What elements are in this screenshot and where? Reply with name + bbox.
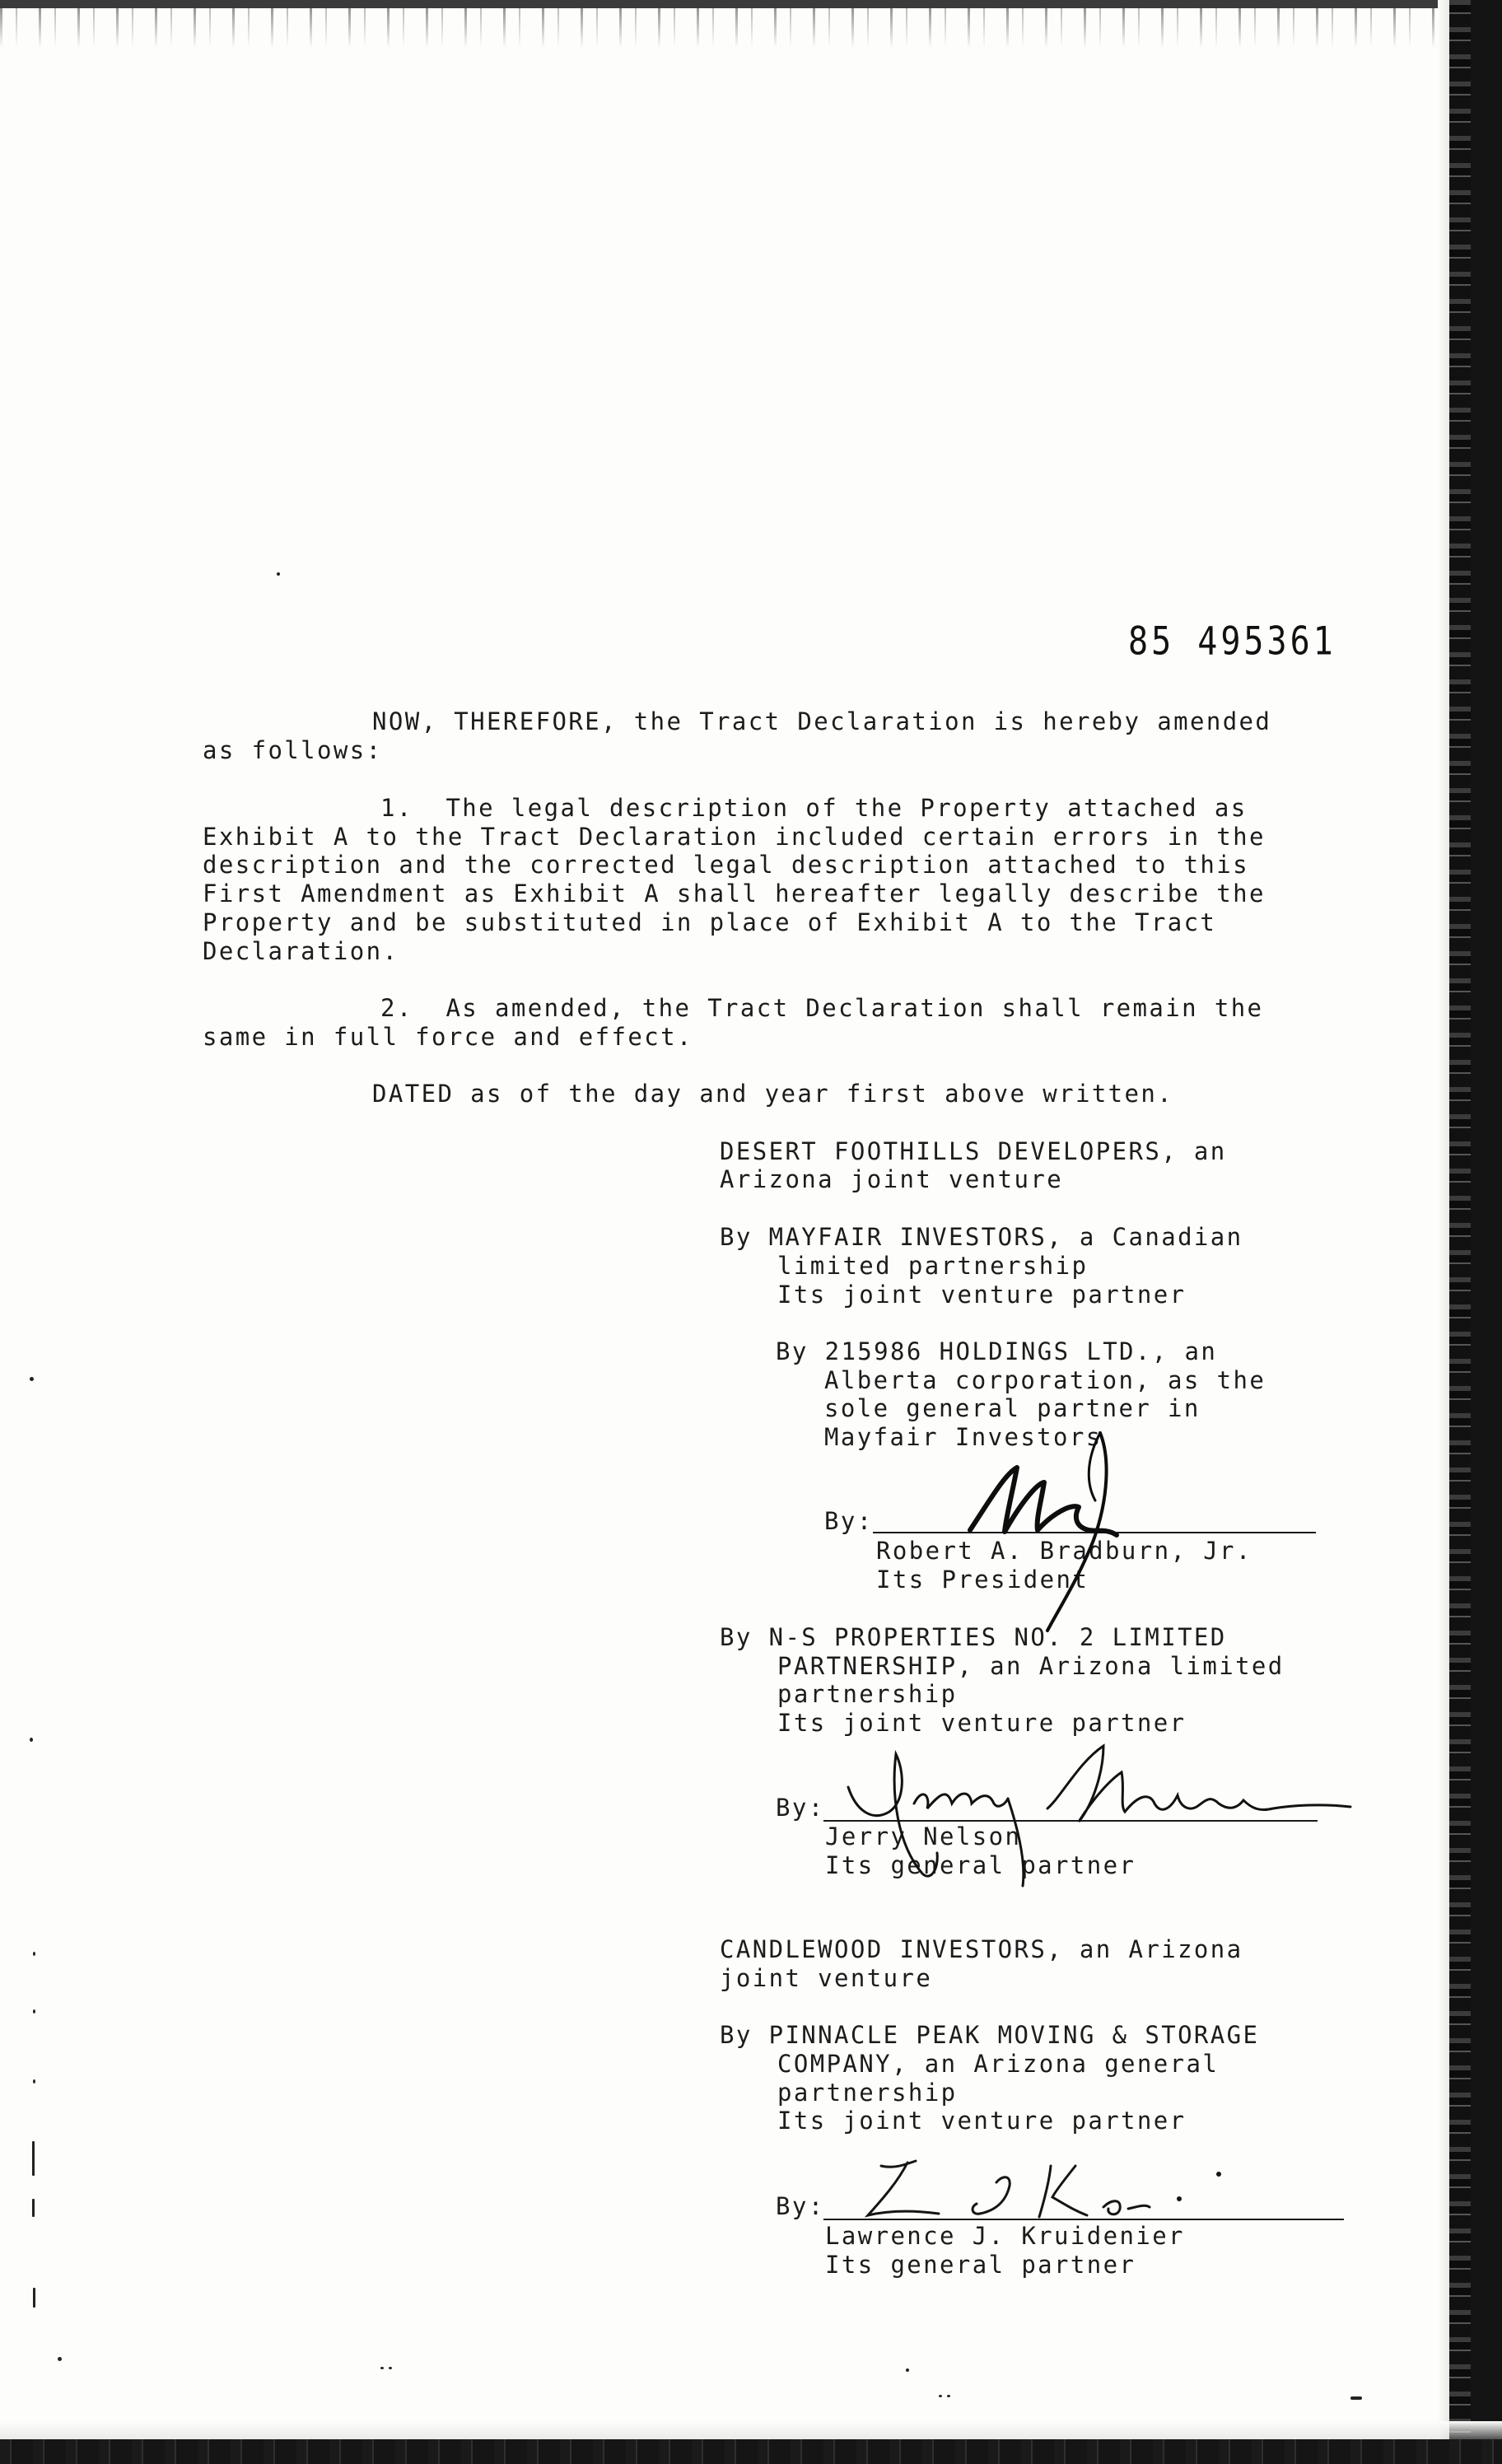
desert-foothills-line-1: DESERT FOOTHILLS DEVELOPERS, an xyxy=(720,1137,1227,1165)
paragraph-1-line: Declaration. xyxy=(203,937,399,965)
mayfair-line-2: limited partnership xyxy=(777,1252,1089,1280)
paragraph-1-line: Exhibit A to the Tract Declaration included certain errors in the xyxy=(203,823,1266,851)
mayfair-line-1: By MAYFAIR INVESTORS, a Canadian xyxy=(720,1223,1243,1251)
holdings-line-3: sole general partner in xyxy=(824,1394,1201,1422)
scan-right-edge xyxy=(1449,0,1502,2464)
pinnacle-line-3: partnership xyxy=(777,2079,958,2107)
bradburn-title: Its President xyxy=(876,1566,1089,1594)
ns-properties-line-4: Its joint venture partner xyxy=(777,1709,1187,1737)
scan-right-shadow xyxy=(1438,0,1449,2464)
mayfair-line-3: Its joint venture partner xyxy=(777,1281,1187,1309)
scan-speck xyxy=(32,2141,35,2176)
scan-speck xyxy=(939,2395,942,2397)
scan-speck xyxy=(277,572,280,576)
pinnacle-line-4: Its joint venture partner xyxy=(777,2107,1187,2135)
nelson-by-label: By: xyxy=(776,1794,825,1822)
kruidenier-by-label: By: xyxy=(776,2192,825,2220)
nelson-name: Jerry Nelson xyxy=(825,1822,1022,1850)
candlewood-line-2: joint venture xyxy=(720,1964,933,1992)
scan-speck xyxy=(1350,2396,1362,2400)
scan-speck xyxy=(32,2199,35,2217)
paragraph-1-line: First Amendment as Exhibit A shall hereafter legally describe the xyxy=(203,880,1266,908)
paragraph-2-line: 2. As amended, the Tract Declaration shall remain the xyxy=(380,994,1264,1022)
desert-foothills-line-2: Arizona joint venture xyxy=(720,1165,1064,1193)
scan-bottom-edge xyxy=(0,2439,1502,2464)
intro-line-1: NOW, THEREFORE, the Tract Declaration is hereby amended xyxy=(372,707,1272,735)
scan-top-edge xyxy=(0,0,1502,48)
paragraph-2-line: same in full force and effect. xyxy=(203,1023,693,1051)
scan-speck xyxy=(947,2395,950,2397)
recording-number: 85 495361 xyxy=(1128,619,1336,665)
intro-line-2: as follows: xyxy=(203,736,383,764)
scan-speck xyxy=(380,2367,384,2369)
holdings-line-4: Mayfair Investors xyxy=(824,1423,1103,1451)
scan-speck xyxy=(30,1377,34,1381)
handwritten-signature-nelson xyxy=(832,1729,1359,1894)
paragraph-1-line: description and the corrected legal description attached to this xyxy=(203,851,1250,879)
scan-speck xyxy=(33,2288,35,2308)
scan-speck xyxy=(58,2357,62,2361)
handwritten-signature-bradburn xyxy=(955,1425,1169,1639)
bradburn-name: Robert A. Bradburn, Jr. xyxy=(876,1537,1252,1565)
paragraph-1-line: Property and be substituted in place of Exhibit A to the Tract xyxy=(203,908,1217,936)
scan-speck xyxy=(33,2009,35,2014)
scan-speck xyxy=(906,2368,909,2372)
kruidenier-title: Its general partner xyxy=(825,2251,1136,2279)
ns-properties-line-2: PARTNERSHIP, an Arizona limited xyxy=(777,1652,1285,1680)
kruidenier-name: Lawrence J. Kruidenier xyxy=(825,2222,1185,2250)
holdings-line-2: Alberta corporation, as the xyxy=(824,1366,1266,1394)
pinnacle-line-2: COMPANY, an Arizona general xyxy=(777,2050,1220,2078)
bradburn-by-label: By: xyxy=(824,1507,874,1535)
nelson-title: Its general partner xyxy=(825,1851,1136,1879)
scan-speck xyxy=(389,2367,392,2369)
scan-speck xyxy=(30,1738,33,1742)
ns-properties-line-1: By N-S PROPERTIES NO. 2 LIMITED xyxy=(720,1623,1227,1651)
scan-speck xyxy=(33,1952,35,1956)
ns-properties-line-3: partnership xyxy=(777,1680,958,1708)
pinnacle-line-1: By PINNACLE PEAK MOVING & STORAGE xyxy=(720,2021,1260,2049)
candlewood-line-1: CANDLEWOOD INVESTORS, an Arizona xyxy=(720,1935,1243,1963)
dated-line: DATED as of the day and year first above written. xyxy=(372,1080,1174,1108)
holdings-line-1: By 215986 HOLDINGS LTD., an xyxy=(776,1337,1218,1365)
handwritten-signature-kruidenier xyxy=(856,2149,1318,2240)
scan-speck xyxy=(33,2079,35,2084)
paragraph-1-line: 1. The legal description of the Property attached as xyxy=(380,794,1248,822)
